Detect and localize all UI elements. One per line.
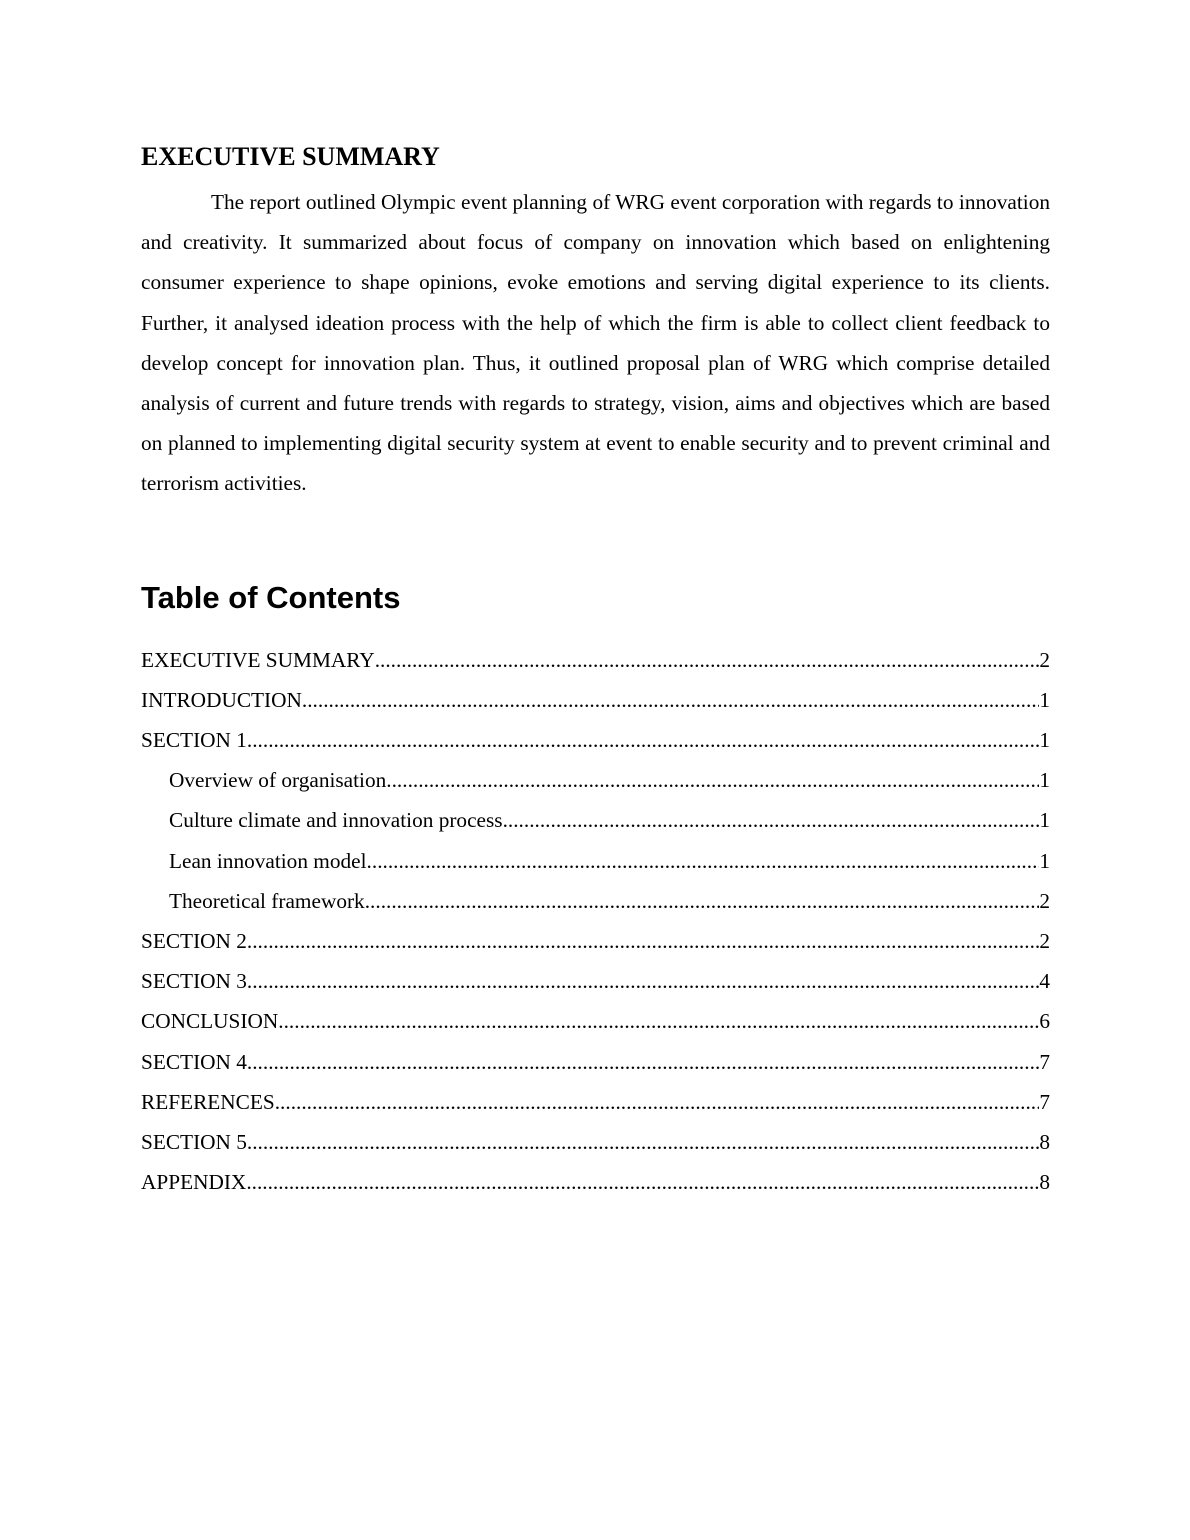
toc-entry-title: SECTION 1 <box>141 728 247 752</box>
toc-entry-page: 2 <box>1039 928 1050 953</box>
toc-entry[interactable] <box>141 640 1050 680</box>
toc-entry-title: SECTION 4 <box>141 1049 247 1074</box>
toc-entry-title: Overview of organisation <box>169 768 387 793</box>
toc-entry[interactable] <box>141 1082 1050 1122</box>
toc-heading: Table of Contents <box>141 579 401 615</box>
toc-entry-title: REFERENCES <box>141 1089 275 1114</box>
toc-entry-page: 1 <box>1039 768 1050 793</box>
toc-entry-title: EXECUTIVE SUMMARY <box>141 647 375 672</box>
toc-entry[interactable] <box>141 841 1050 881</box>
toc-entry-page: 1 <box>1039 808 1050 833</box>
toc-dot-leader <box>275 1082 1040 1122</box>
toc-entry[interactable] <box>141 1122 1050 1162</box>
toc-entry-page: 6 <box>1039 1009 1050 1034</box>
toc-dot-leader <box>367 841 1040 881</box>
toc-dot-leader <box>246 1162 1039 1202</box>
toc-entry-title: CONCLUSION <box>141 1009 279 1034</box>
toc-entry-title: SECTION 3 <box>141 969 247 994</box>
toc-dot-leader <box>365 881 1040 921</box>
toc-dot-leader <box>278 1001 1039 1041</box>
toc-entry-page: 8 <box>1039 1129 1050 1154</box>
toc-entry-page: 4 <box>1039 969 1050 994</box>
executive-summary-body: The report outlined Olympic event planning of WRG event corporation with regards to innovation and creativity. It summarized about focus of company on innovation which based on enlightening consumer experience to shape opinions, evoke emotions and serving digital experience to its clients. Further, it analysed ideation process with the help of which the firm is able to collect client feedback to develop concept for innovation plan. Thus, it outlined proposal plan of WRG which comprise detailed analysis of current and future trends with regards to strategy, vision, aims and objectives which are based on planned to implementing digital security system at event to enable security and to prevent criminal and terrorism activities. <box>141 190 1050 496</box>
executive-summary-heading: EXECUTIVE SUMMARY <box>141 142 440 171</box>
toc-entry[interactable] <box>141 680 1050 720</box>
toc-dot-leader <box>503 800 1040 840</box>
toc-entry-title: Theoretical framework <box>169 888 365 913</box>
toc-dot-leader <box>247 1042 1039 1082</box>
toc-entry[interactable] <box>141 961 1050 1001</box>
toc-dot-leader <box>302 680 1039 720</box>
toc-entry-title: APPENDIX <box>141 1170 247 1195</box>
toc-dot-leader <box>247 1122 1039 1162</box>
toc-dot-leader <box>247 961 1039 1001</box>
toc-entry-page: 2 <box>1039 647 1050 672</box>
toc-entry-title: SECTION 5 <box>141 1129 247 1154</box>
toc-entry-page: 7 <box>1039 1049 1050 1074</box>
toc-entry-title: SECTION 2 <box>141 928 247 953</box>
toc-entry-title: Lean innovation model <box>169 848 367 873</box>
toc-dot-leader <box>247 720 1039 760</box>
toc-entry-title: Culture climate and innovation process <box>169 808 503 833</box>
toc-entry-title: INTRODUCTION <box>141 687 302 712</box>
page-content <box>141 140 1050 1202</box>
toc-entry[interactable] <box>141 1162 1050 1202</box>
toc-entry[interactable] <box>141 720 1050 760</box>
toc-entry[interactable] <box>141 1042 1050 1082</box>
toc-entry[interactable] <box>141 1001 1050 1041</box>
toc-entry[interactable] <box>141 921 1050 961</box>
toc-entry-page: 8 <box>1039 1170 1050 1195</box>
toc-dot-leader <box>375 640 1040 680</box>
toc-entry[interactable] <box>141 881 1050 921</box>
toc-entry-page: 1 <box>1039 848 1050 873</box>
toc-entry[interactable] <box>141 760 1050 800</box>
toc-entry-page: 2 <box>1039 888 1050 913</box>
toc-entry-page: 1 <box>1039 687 1050 712</box>
toc-entry[interactable] <box>141 800 1050 840</box>
toc-list <box>141 640 1050 1203</box>
toc-entry-page: 1 <box>1039 728 1050 752</box>
toc-dot-leader <box>247 921 1039 961</box>
toc-entry-page: 7 <box>1039 1089 1050 1114</box>
toc-dot-leader <box>386 760 1039 800</box>
